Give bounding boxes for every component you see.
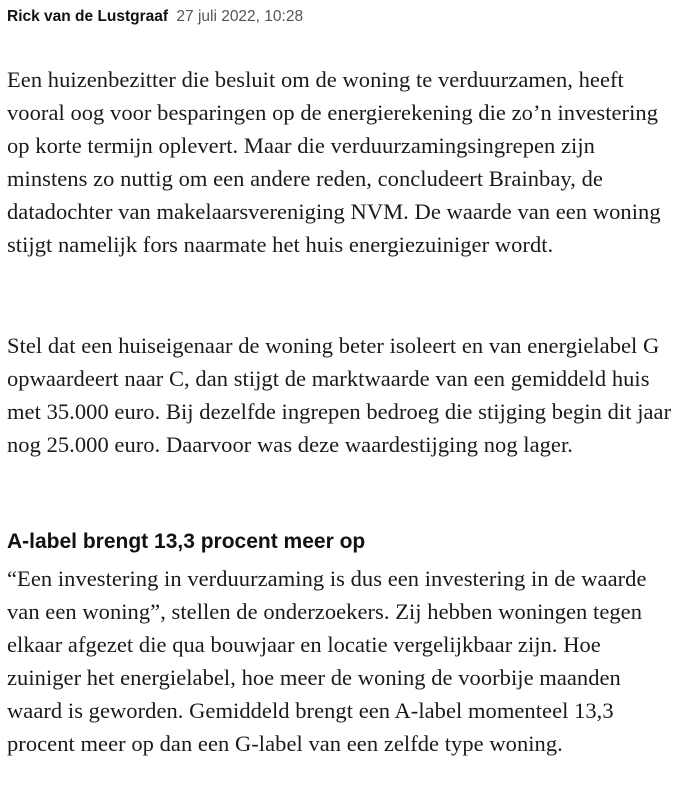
- article-subheading: A-label brengt 13,3 procent meer op: [7, 530, 366, 553]
- article-paragraph: Een huizenbezitter die besluit om de woning te verduurzamen, heeft vooral oog voor besparingen op de energierekening die zo’n investering op korte termijn oplevert. Maar die verduurzamingsingrepen zijn minstens zo nuttig om een andere reden, concludeert Brainbay, de datadochter van makelaarsvereniging NVM. De waarde van een woning stijgt namelijk fors naarmate het huis energiezuiniger wordt.: [7, 67, 661, 257]
- author-name[interactable]: Rick van de Lustgraaf: [7, 8, 169, 25]
- byline: [7, 6, 303, 28]
- article-paragraph: “Een investering in verduurzaming is dus een investering in de waarde van een woning”, stellen de onderzoekers. Zij hebben woningen tegen elkaar afgezet die qua bouwjaar en locatie vergelijkbaar zijn. Hoe zuiniger het energielabel, hoe meer de woning de voorbije maanden waard is geworden. Gemiddeld brengt een A-label momenteel 13,3 procent meer op dan een G-label van een zelfde type woning.: [7, 566, 647, 756]
- publish-date: 27 juli 2022, 10:28: [176, 8, 304, 25]
- article-paragraph: Stel dat een huiseigenaar de woning beter isoleert en van energielabel G opwaardeert naar C, dan stijgt de marktwaarde van een gemiddeld huis met 35.000 euro. Bij dezelfde ingrepen bedroeg die stijging begin dit jaar nog 25.000 euro. Daarvoor was deze waardestijging nog lager.: [7, 333, 672, 457]
